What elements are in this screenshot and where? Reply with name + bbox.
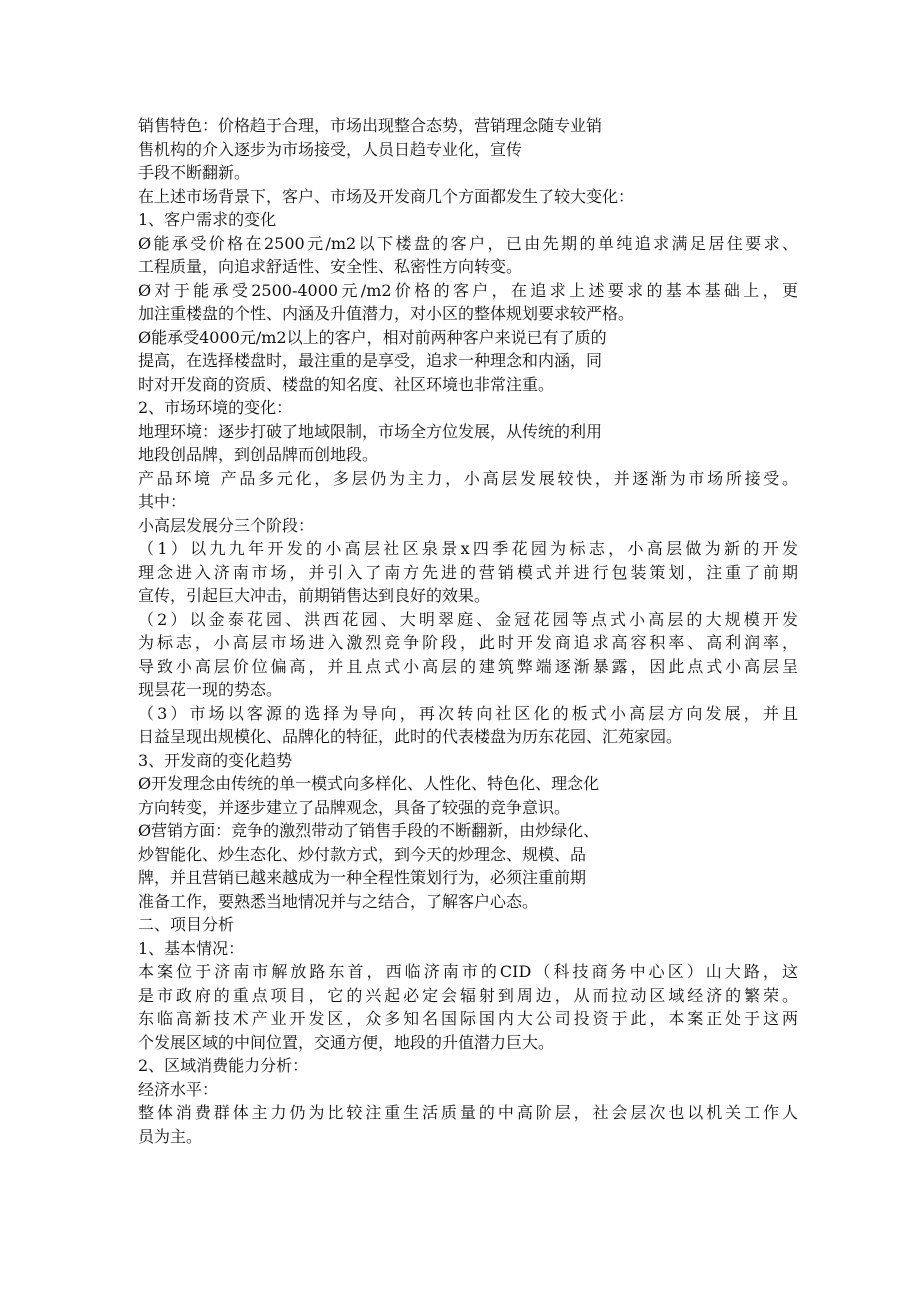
text-line: 炒智能化、炒生态化、炒付款方式，到今天的炒理念、规模、品 bbox=[138, 844, 587, 864]
text-line: 东临高新技术产业开发区，众多知名国际国内大公司投资于此，本案正处于这两 bbox=[138, 1009, 798, 1028]
text-line: （2）以金泰花园、洪西花园、大明翠庭、金冠花园等点式小高层的大规模开发 bbox=[138, 609, 798, 629]
text-line: 小高层发展分三个阶段： bbox=[138, 515, 315, 535]
text-line: Ø能承受价格在2500元/m2以下楼盘的客户，已由先期的单纯追求满足居住要求、 bbox=[138, 233, 798, 253]
text-line: 产品环境 产品多元化，多层仍为主力，小高层发展较快，并逐渐为市场所接受。 bbox=[138, 468, 798, 488]
text-line: 整体消费群体主力仍为比较注重生活质量的中高阶层，社会层次也以机关工作人 bbox=[138, 1103, 798, 1122]
text-line: 员为主。 bbox=[138, 1126, 203, 1146]
text-line: 工程质量，向追求舒适性、安全性、私密性方向转变。 bbox=[138, 257, 523, 276]
text-line: 其中： bbox=[138, 492, 187, 511]
document-body bbox=[138, 114, 798, 1148]
text-line: 理念进入济南市场，并引入了南方先进的营销模式并进行包装策划，注重了前期 bbox=[138, 562, 798, 582]
text-line: 售机构的介入逐步为市场接受，人员日趋专业化，宣传 bbox=[138, 139, 523, 159]
text-line: 牌，并且营销已越来越成为一种全程性策划行为，必须注重前期 bbox=[138, 868, 587, 887]
text-line: 现昙花一现的势态。 bbox=[138, 680, 283, 699]
text-line: 1、基本情况： bbox=[138, 938, 245, 958]
text-line: 提高，在选择楼盘时，最注重的是享受，追求一种理念和内涵，同 bbox=[138, 351, 603, 370]
text-line: 地段创品牌，到创品牌而创地段。 bbox=[138, 445, 379, 464]
text-line: 3、开发商的变化趋势 bbox=[138, 750, 293, 770]
text-line: 二、项目分析 bbox=[138, 915, 235, 934]
text-line: 本案位于济南市解放路东首，西临济南市的CID（科技商务中心区）山大路，这 bbox=[138, 962, 798, 981]
text-line: 时对开发商的资质、楼盘的知名度、社区环境也非常注重。 bbox=[138, 374, 555, 394]
text-line: 1、客户需求的变化 bbox=[138, 210, 277, 229]
text-line: 为标志，小高层市场进入激烈竞争阶段，此时开发商追求高容积率、高利润率， bbox=[138, 633, 798, 652]
text-line: Ø营销方面：竞争的激烈带动了销售手段的不断翻新，由炒绿化、 bbox=[138, 821, 600, 840]
text-line: 是市政府的重点项目，它的兴起必定会辐射到周边，从而拉动区域经济的繁荣。 bbox=[138, 985, 798, 1005]
text-line: 经济水平： bbox=[138, 1079, 219, 1099]
text-line: Ø开发理念由传统的单一模式向多样化、人性化、特色化、理念化 bbox=[138, 774, 600, 793]
text-line: 在上述市场背景下，客户、市场及开发商几个方面都发生了较大变化： bbox=[138, 186, 635, 206]
text-line: 日益呈现出规模化、品牌化的特征，此时的代表楼盘为历东花园、汇苑家园。 bbox=[138, 727, 683, 746]
text-line: 地理环境：逐步打破了地域限制，市场全方位发展，从传统的利用 bbox=[138, 421, 603, 441]
text-line: 个发展区域的中间位置，交通方便，地段的升值潜力巨大。 bbox=[138, 1032, 555, 1052]
text-line: 2、区域消费能力分析： bbox=[138, 1056, 309, 1075]
text-line: 准备工作，要熟悉当地情况并与之结合，了解客户心态。 bbox=[138, 891, 539, 911]
text-line: 销售特色：价格趋于合理，市场出现整合态势，营销理念随专业销 bbox=[138, 116, 603, 135]
text-line: 方向转变，并逐步建立了品牌观念，具备了较强的竞争意识。 bbox=[138, 797, 571, 817]
text-line: 加注重楼盘的个性、内涵及升值潜力，对小区的整体规划要求较严格。 bbox=[138, 304, 635, 323]
text-line: 手段不断翻新。 bbox=[138, 163, 251, 182]
text-line: （3）市场以客源的选择为导向，再次转向社区化的板式小高层方向发展，并且 bbox=[138, 703, 798, 723]
text-line: Ø对于能承受2500-4000元/m2价格的客户，在追求上述要求的基本基础上，更 bbox=[138, 280, 798, 300]
text-line: 2、市场环境的变化： bbox=[138, 398, 293, 417]
text-line: （1）以九九年开发的小高层社区泉景x四季花园为标志，小高层做为新的开发 bbox=[138, 539, 798, 558]
text-line: 导致小高层价位偏高，并且点式小高层的建筑弊端逐渐暴露，因此点式小高层呈 bbox=[138, 656, 798, 676]
text-line: Ø能承受4000元/m2以上的客户，相对前两种客户来说已有了质的 bbox=[138, 327, 607, 347]
text-line: 宣传，引起巨大冲击，前期销售达到良好的效果。 bbox=[138, 586, 491, 605]
